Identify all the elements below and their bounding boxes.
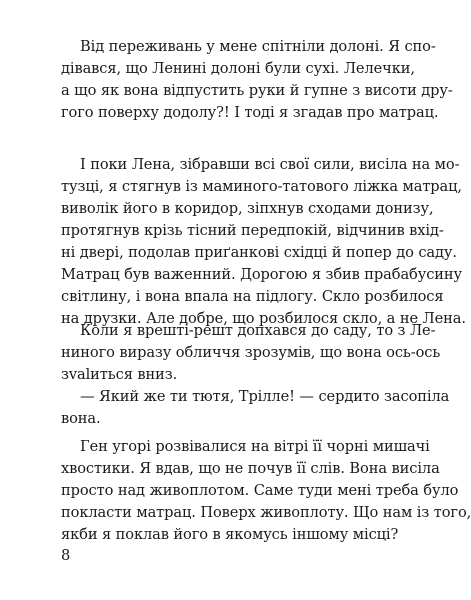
- text-line: на друзки. Але добре, що розбилося скло, а не Лена.: [61, 310, 466, 327]
- paragraph-2: [61, 154, 466, 330]
- text-line: а що як вона відпустить руки й гупне з висоти дру-: [61, 82, 453, 99]
- text-line: покласти матрац. Поверх живоплоту. Що нам із того,: [61, 504, 471, 521]
- text-line: виволік його в коридор, зіпхнув сходами донизу,: [61, 200, 434, 217]
- text-line: протягнув крізь тісний передпокій, відчинив вхід-: [61, 222, 444, 239]
- text-line: ні двері, подолав приґанкові східці й попер до саду.: [61, 244, 457, 261]
- text-line: І поки Лена, зібравши всі свої сили, висіла на мо-: [80, 156, 460, 173]
- text-line: ниного виразу обличчя зрозумів, що вона ось-ось: [61, 344, 441, 361]
- text-line: Ген угорі розвівалися на вітрі її чорні мишачі: [80, 438, 430, 455]
- text-line: Від переживань у мене спітніли долоні. Я спо-: [80, 38, 436, 55]
- text-line: дівався, що Ленині долоні були сухі. Лелечки,: [61, 60, 415, 77]
- paragraph-3: [61, 320, 450, 430]
- text-line: гого поверху додолу?! І тоді я згадав про матрац.: [61, 104, 439, 121]
- paragraph-1: [61, 36, 453, 124]
- text-line: просто над живоплотом. Саме туди мені треба було: [61, 482, 459, 499]
- text-line: Матрац був важенний. Дорогою я збив прабабусину: [61, 266, 463, 283]
- text-line: тузці, я стягнув із маминого-татового ліжка матрац,: [61, 178, 462, 195]
- dialogue-line: — Який же ти тютя, Трілле! — сердито засопіла: [80, 388, 450, 405]
- text-line: якби я поклав його в якомусь іншому місці?: [61, 526, 399, 543]
- text-line: вона.: [61, 410, 101, 427]
- paragraph-4: [61, 436, 471, 546]
- text-line: світлину, і вона впала на підлогу. Скло розбилося: [61, 288, 444, 305]
- text-line: Коли я врешті-решт допхався до саду, то з Ле-: [80, 322, 436, 339]
- text-line: хвостики. Я вдав, що не почув її слів. Вона висіла: [61, 460, 440, 477]
- page-number: 8: [61, 547, 71, 564]
- text-line: зvalиться вниз.: [61, 366, 178, 383]
